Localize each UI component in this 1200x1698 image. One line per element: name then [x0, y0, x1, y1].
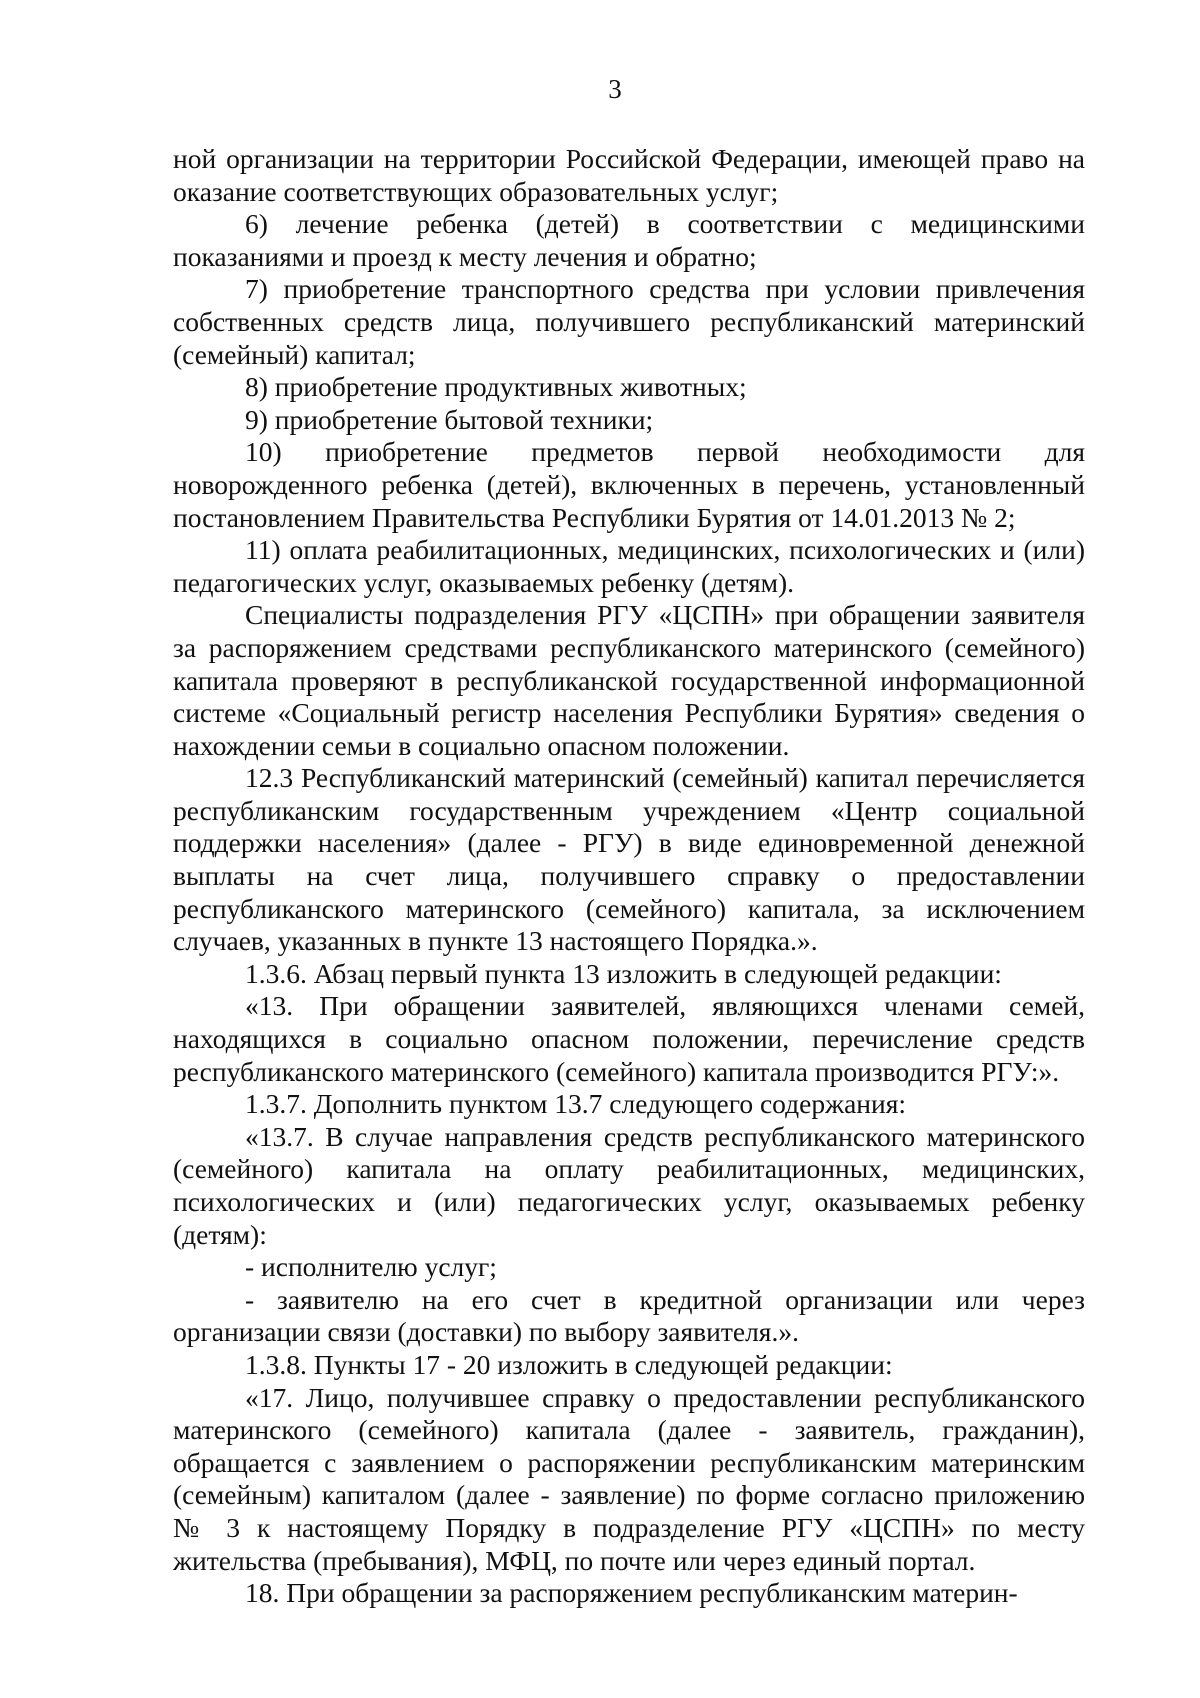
paragraph-13-7: «13.7. В случае направления средств республиканского материнского (семейного) капитала на оплату реабилитационных, медицинских, психологических и (или) педагогических услуг, оказываемых ребенку (детям): [173, 1120, 1085, 1250]
document-body [173, 143, 1085, 1610]
paragraph-12-3: 12.3 Республиканский материнский (семейный) капитал перечисляется республиканским государственным учреждением «Центр социальной поддержки населения» (далее - РГУ) в виде единовременной денежной выплаты на счет лица, получившего справку о предоставлении республиканского материнского (семейного) капитала, за исключением случаев, указанных в пункте 13 настоящего Порядка.». [173, 762, 1085, 957]
dash-item-executor: - исполнителю услуг; [245, 1251, 497, 1283]
paragraph-1-3-6: 1.3.6. Абзац первый пункта 13 изложить в следующей редакции: [245, 957, 1002, 989]
list-item-10: 10) приобретение предметов первой необходимости для новорожденного ребенка (детей), включенных в перечень, установленный постановлением Правительства Республики Бурятия от 14.01.2013 № 2; [173, 436, 1085, 533]
paragraph-18-start: 18. При обращении за распоряжением республиканским материн- [245, 1577, 1018, 1609]
paragraph-1-3-8: 1.3.8. Пункты 17 - 20 изложить в следующей редакции: [245, 1348, 893, 1380]
page-number: 3 [608, 74, 622, 104]
paragraph-17: «17. Лицо, получившее справку о предоставлении республиканского материнского (семейного) капитала (далее - заявитель, гражданин), обращается с заявлением о распоряжении республиканским материнским (семейным) капиталом (далее - заявление) по форме согласно приложению № 3 к настоящему Порядку в подразделение РГУ «ЦСПН» по месту жительства (пребывания), МФЦ, по почте или через единый портал. [173, 1381, 1085, 1576]
paragraph-13: «13. При обращении заявителей, являющихся членами семей, находящихся в социально опасном положении, перечисление средств республиканского материнского (семейного) капитала производится РГУ:». [173, 990, 1085, 1087]
list-item-9: 9) приобретение бытовой техники; [245, 403, 654, 435]
paragraph-continuation: ной организации на территории Российской Федерации, имеющей право на оказание соответствующих образовательных услуг; [173, 143, 1085, 207]
paragraph-1-3-7: 1.3.7. Дополнить пунктом 13.7 следующего содержания: [245, 1088, 906, 1120]
list-item-6: 6) лечение ребенка (детей) в соответствии с медицинскими показаниями и проезд к месту лечения и обратно; [173, 208, 1085, 272]
list-item-11: 11) оплата реабилитационных, медицинских, психологических и (или) педагогических услуг, оказываемых ребенку (детям). [173, 534, 1085, 598]
dash-item-applicant: - заявителю на его счет в кредитной организации или через организации связи (доставки) по выбору заявителя.». [173, 1283, 1085, 1348]
list-item-8: 8) приобретение продуктивных животных; [245, 371, 747, 403]
list-item-7: 7) приобретение транспортного средства при условии привлечения собственных средств лица, получившего республиканский материнский (семейный) капитал; [173, 273, 1085, 370]
paragraph-specialists: Специалисты подразделения РГУ «ЦСПН» при обращении заявителя за распоряжением средствами республиканского материнского (семейного) капитала проверяют в республиканской государственной информационной системе «Социальный регистр населения Республики Бурятия» сведения о нахождении семьи в социально опасном положении. [173, 599, 1085, 761]
